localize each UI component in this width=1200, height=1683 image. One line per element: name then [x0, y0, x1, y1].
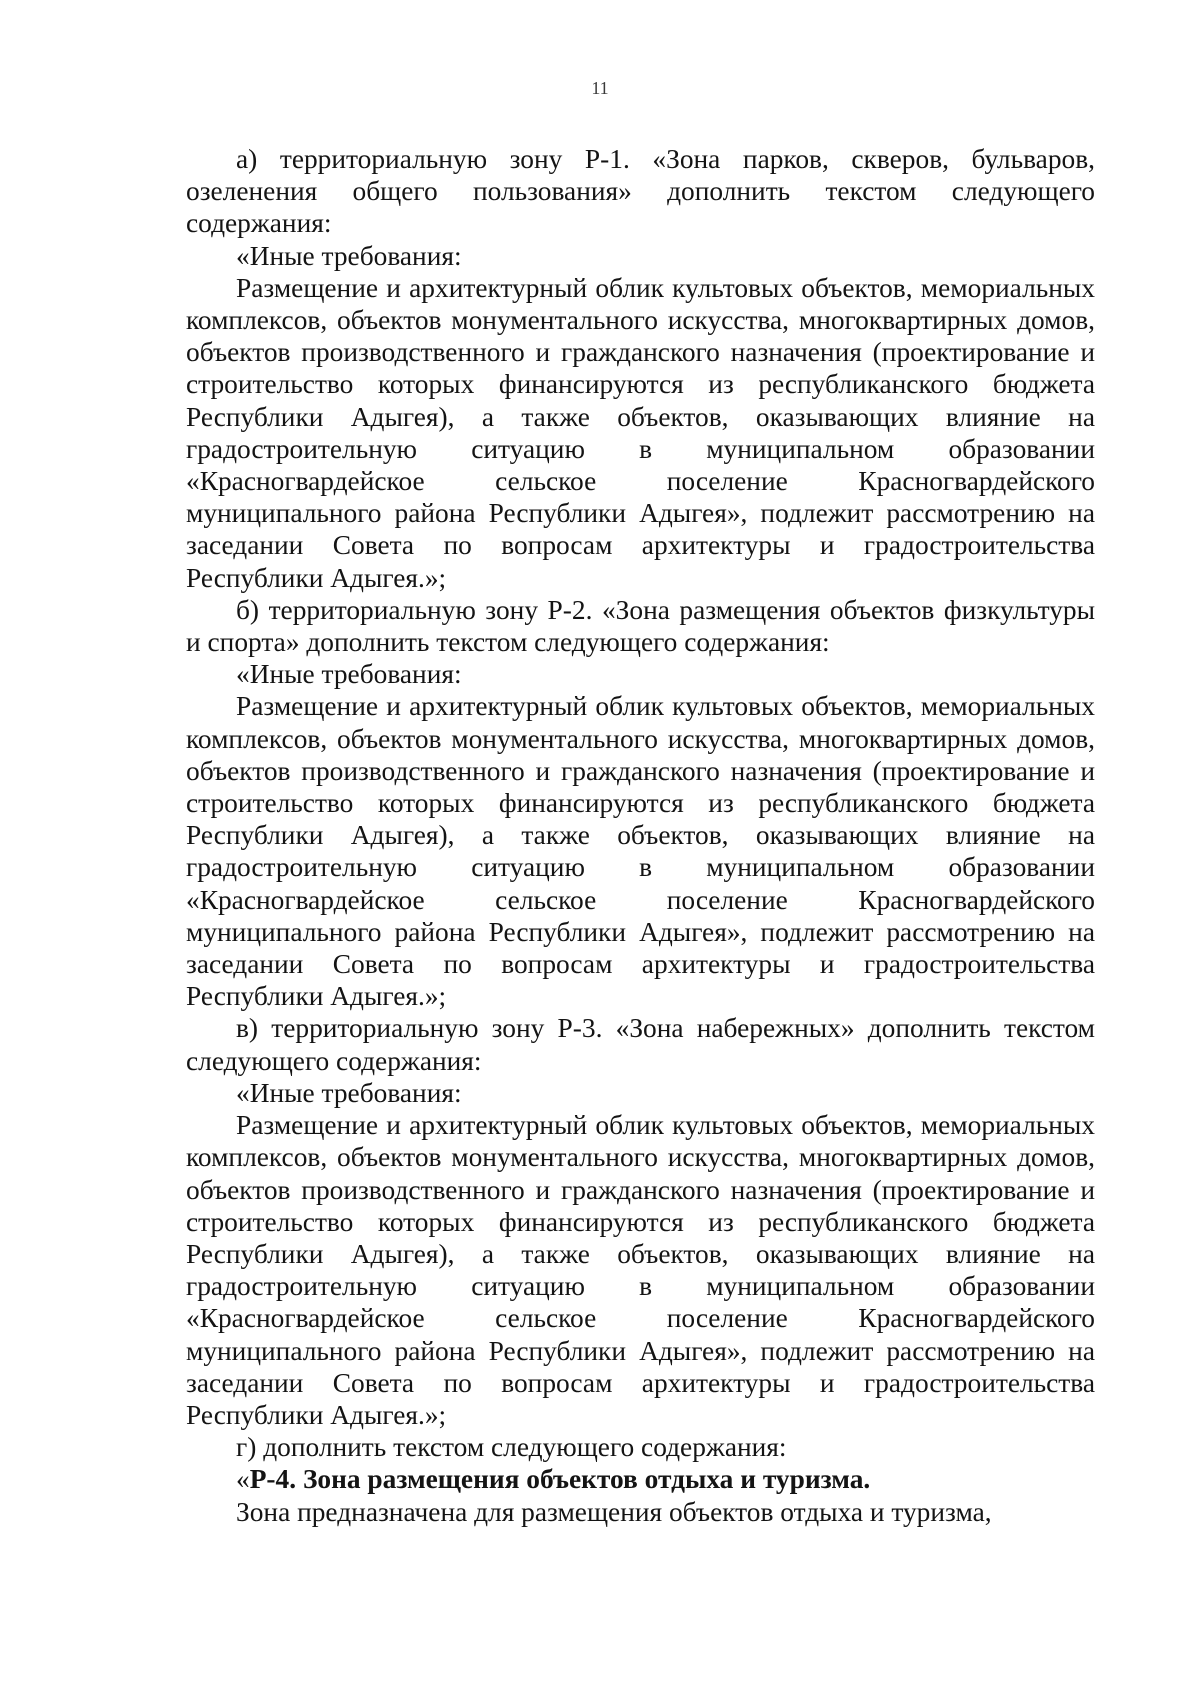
paragraph-other-requirements: «Иные требования:	[236, 659, 462, 690]
heading-zone-r4-title: Р-4. Зона размещения объектов отдыха и туризма.	[249, 1464, 871, 1495]
document-body	[186, 143, 1095, 1528]
paragraph-other-requirements: «Иные требования:	[236, 1077, 462, 1108]
paragraph-zone-r4-purpose: Зона предназначена для размещения объектов отдыха и туризма,	[236, 1496, 992, 1527]
paragraph-zone-r1: а) территориальную зону Р-1. «Зона парков, скверов, бульваров, озеленения общего пользования» дополнить текстом следующего содержания:	[186, 144, 1095, 239]
paragraph-other-requirements: «Иные требования:	[236, 240, 462, 271]
heading-quote-mark: «	[236, 1464, 250, 1495]
paragraph-placement-rules: Размещение и архитектурный облик культовых объектов, мемориальных комплексов, объектов монументального искусства, многоквартирных домов, объектов производственного и гражданского назначения (проектирование и строительство которых финансируются из республиканского бюджета Республики Адыгея), а также объектов, оказывающих влияние на градостроительную ситуацию в муниципальном образовании «Красногвардейское сельское поселение Красногвардейского муниципального района Республики Адыгея», подлежит рассмотрению на заседании Совета по вопросам архитектуры и градостроительства Республики Адыгея.»;	[186, 272, 1095, 593]
paragraph-placement-rules: Размещение и архитектурный облик культовых объектов, мемориальных комплексов, объектов монументального искусства, многоквартирных домов, объектов производственного и гражданского назначения (проектирование и строительство которых финансируются из республиканского бюджета Республики Адыгея), а также объектов, оказывающих влияние на градостроительную ситуацию в муниципальном образовании «Красногвардейское сельское поселение Красногвардейского муниципального района Республики Адыгея», подлежит рассмотрению на заседании Совета по вопросам архитектуры и градостроительства Республики Адыгея.»;	[186, 1110, 1095, 1430]
paragraph-zone-r2: б) территориальную зону Р-2. «Зона размещения объектов физкультуры и спорта» дополнить текстом следующего содержания:	[186, 594, 1095, 658]
paragraph-placement-rules: Размещение и архитектурный облик культовых объектов, мемориальных комплексов, объектов монументального искусства, многоквартирных домов, объектов производственного и гражданского назначения (проектирование и строительство которых финансируются из республиканского бюджета Республики Адыгея), а также объектов, оказывающих влияние на градостроительную ситуацию в муниципальном образовании «Красногвардейское сельское поселение Красногвардейского муниципального района Республики Адыгея», подлежит рассмотрению на заседании Совета по вопросам архитектуры и градостроительства Республики Адыгея.»;	[186, 691, 1095, 1012]
paragraph-supplement: г) дополнить текстом следующего содержания:	[236, 1432, 787, 1463]
paragraph-zone-r3: в) территориальную зону Р-3. «Зона набережных» дополнить текстом следующего содержания:	[186, 1013, 1095, 1076]
heading-zone-r4	[186, 1463, 1095, 1495]
page-number: 11	[591, 78, 609, 98]
